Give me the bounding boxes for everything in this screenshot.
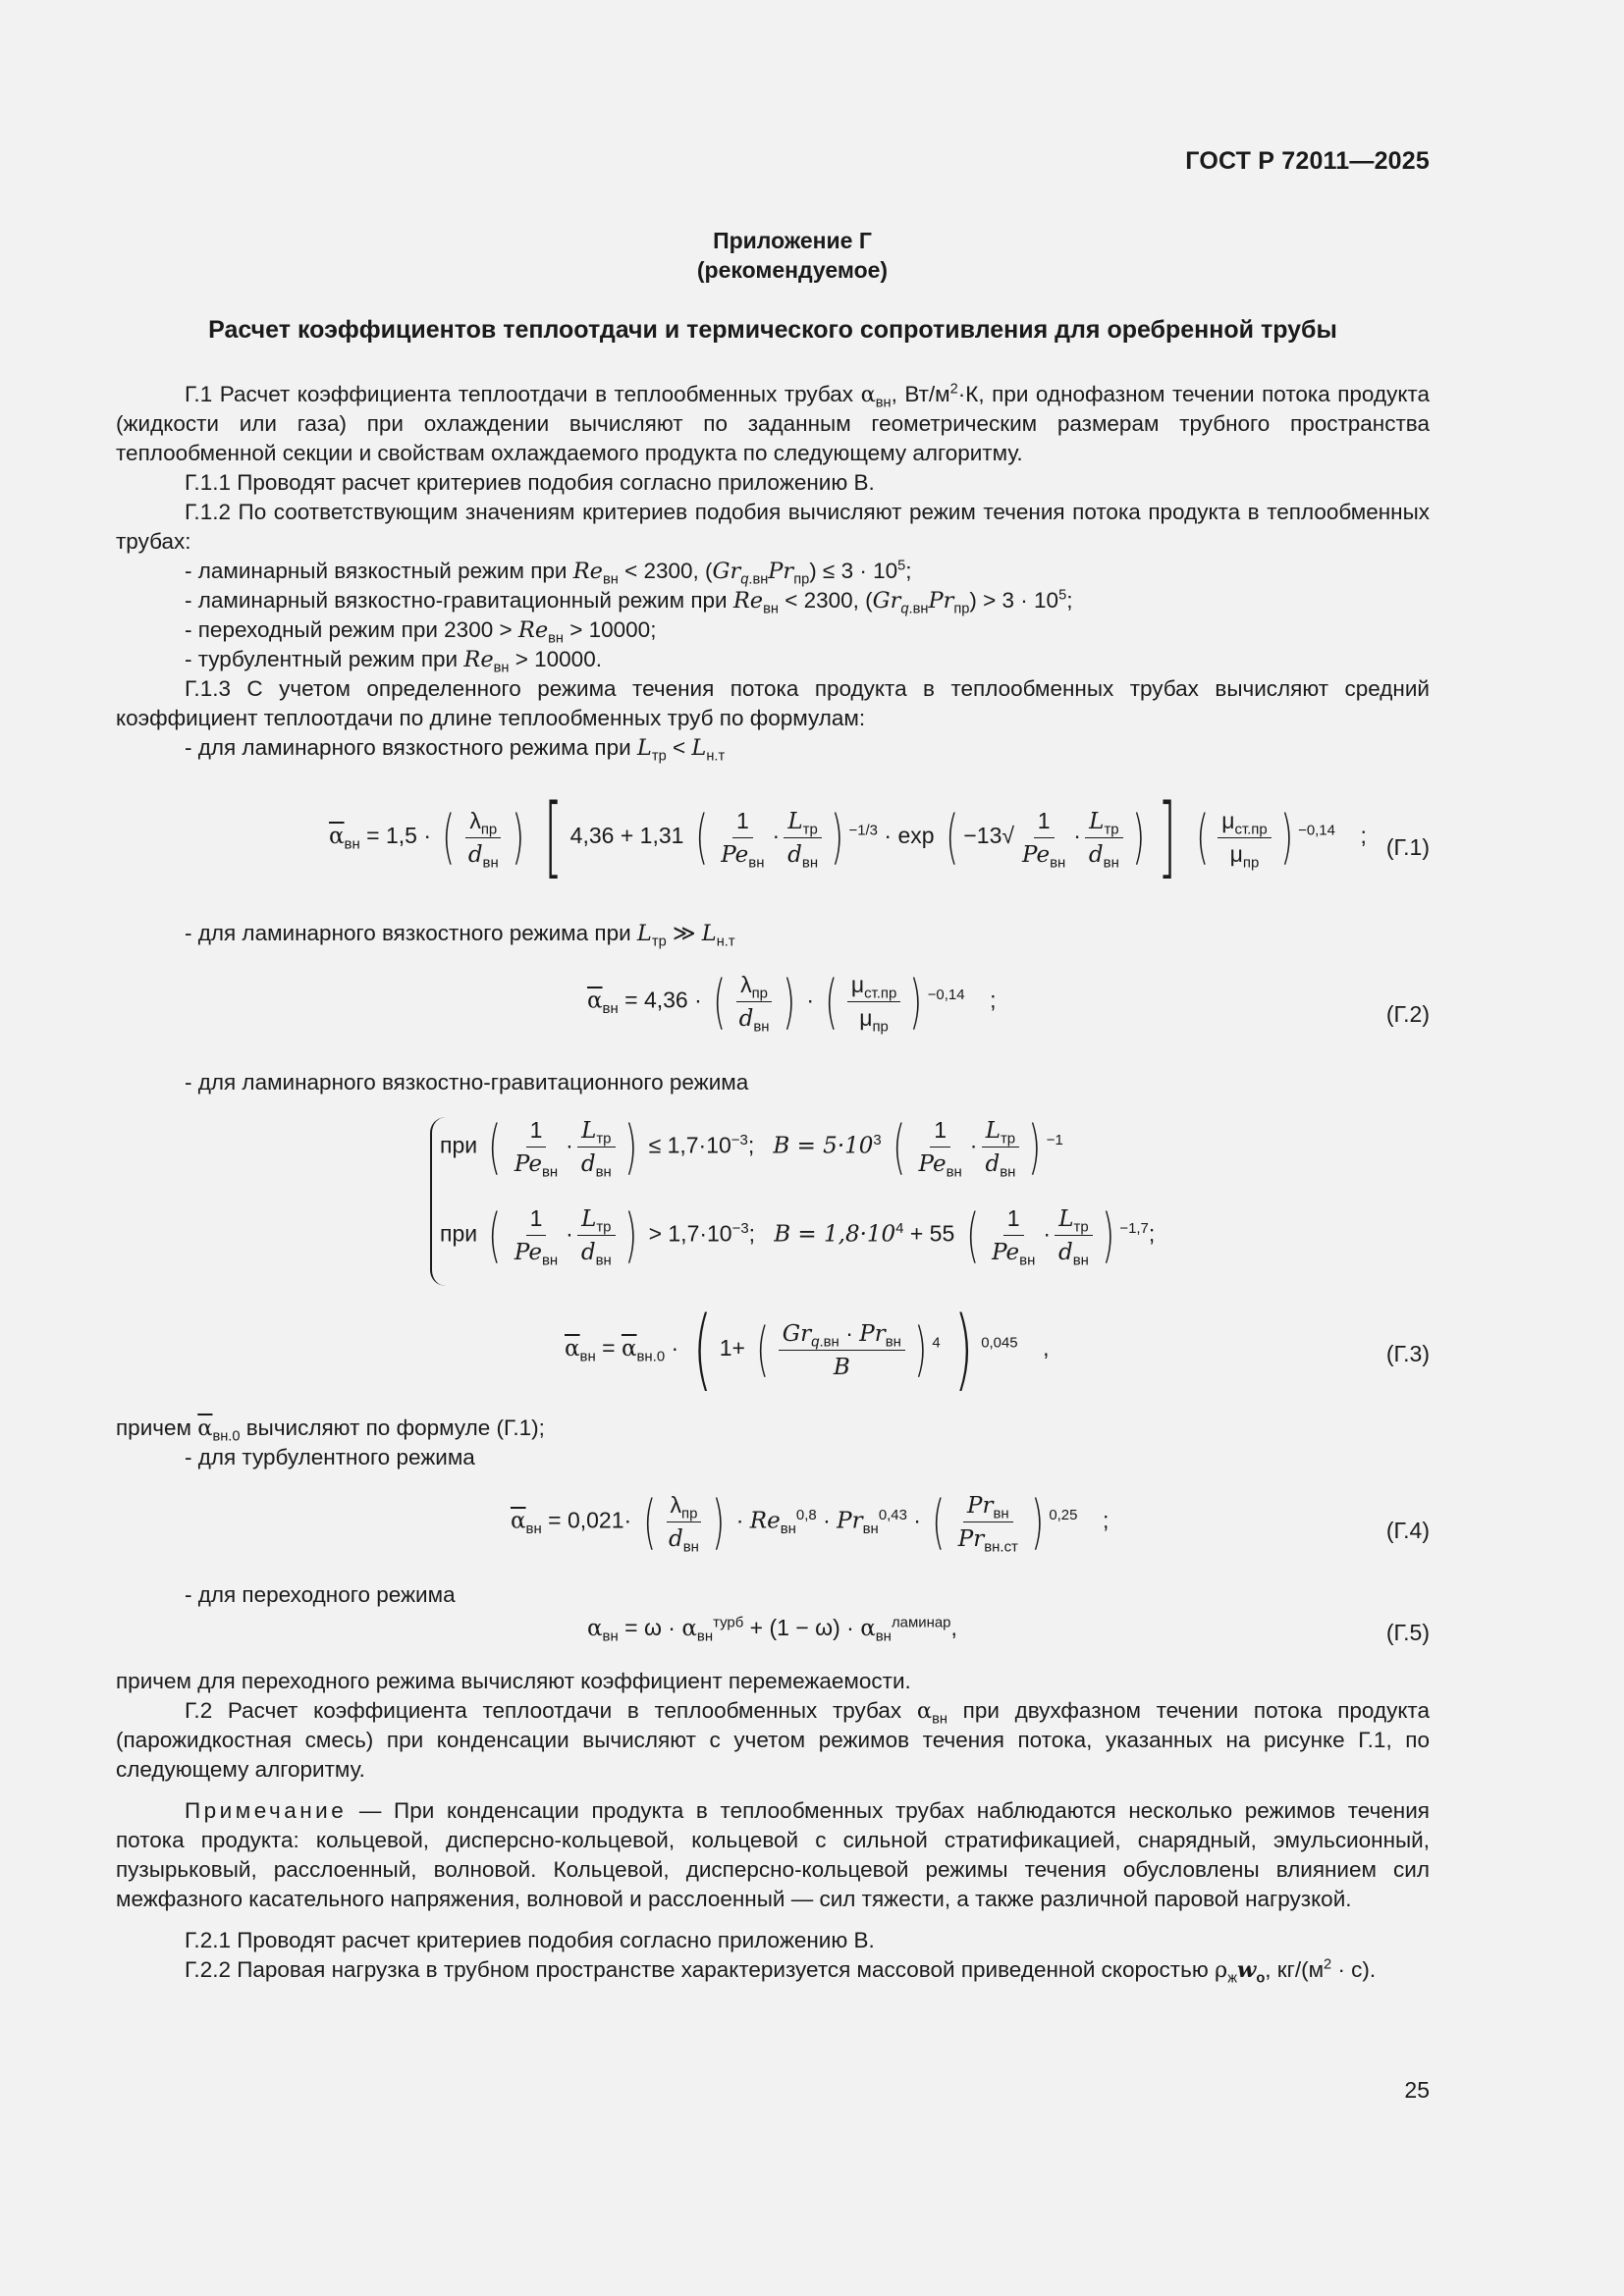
equation-number-g3: (Г.3) [1385, 1341, 1430, 1366]
equation-number-g1: (Г.1) [1385, 834, 1430, 860]
annex-heading [0, 226, 1624, 285]
formula-g3: $\overline{\alpha}_{вн} = \overline{\alpha}_{вн.0}$ · ( 1+ ( $\frac{Gr_{q.вн} \cdot Pr_{вн}}{B}$ ) $^4$ ) $^{0,045}$ , [565, 1298, 1050, 1401]
section-g2 [116, 1667, 1430, 1985]
paragraph-g22: Г.2.2 Паровая нагрузка в трубном пространстве характеризуется массовой приведенной скоростью $\rho_жw_o$, $кг/(м^2 \cdot с)$. [185, 1956, 1377, 1987]
main-title: Расчет коэффициентов теплоотдачи и термического сопротивления для оребренной трубы [208, 316, 1337, 344]
paragraph-g13: Г.1.3 С учетом определенного режима течения потока продукта в теплообменных трубах вычисляют средний коэффициент теплоотдачи по длине теплообменных труб по формулам: [116, 676, 1430, 730]
formula-g2: $\overline{\alpha}_{вн} = 4,36$ · ( $\frac{\lambda_{пр}}{d_{вн}}$ ) · ( $\frac{\mu_{ст.пр}}{\mu_{пр}}$ ) $^{-0,14}$ ; [587, 967, 997, 1037]
list-item-regime-4: - турбулентный режим при $Re_{вн} > 10000$. [185, 647, 602, 676]
paragraph-g21: Г.2.1 Проводят расчет критериев подобия согласно приложению В. [185, 1928, 875, 1952]
case-turbulent: - для турбулентного режима [185, 1445, 475, 1469]
note-paragraph: Примечание — При конденсации продукта в теплообменных трубах наблюдаются несколько режимов течения потока продукта: кольцевой, дисперсно-кольцевой, кольцевой с сильной стратификацией, снарядный, эмульсионный, пузырьковый, расслоенный, волновой. Кольцевой, дисперсно-кольцевой режимы течения обусловлены влиянием сил межфазного касательного напряжения, волновой и расслоенный — сил тяжести, а также различной паровой нагрузкой. [116, 1798, 1430, 1911]
case-laminar-viscous-gravity: - для ламинарного вязкостно-гравитационного режима [185, 1070, 749, 1095]
annex-title: Приложение Г [713, 228, 872, 253]
equation-number-g2: (Г.2) [1385, 1001, 1430, 1027]
equation-number-g5: (Г.5) [1385, 1620, 1430, 1645]
list-item-regime-1: - ламинарный вязкостный режим при $Re_{вн} < 2300$, $(Gr_{q.вн}Pr_{пр}) \le 3 \cdot 10^5$; [185, 558, 912, 588]
paragraph-g1: Г.1 Расчет коэффициента теплоотдачи в теплообменных трубах $\alpha_{вн}$, $Вт/м^2\cdot К$, при однофазном течении потока продукта (жидкости или газа) при охлаждении вычисляют по заданным геометрическим размерам трубного пространства теплообменной секции и свойствам охлаждаемого продукта по следующему алгоритму. [116, 381, 1430, 465]
paragraph-after-g5: причем для переходного режима вычисляют коэффициент перемежаемости. [116, 1669, 911, 1693]
case-laminar-viscous-short: - для ламинарного вязкостного режима при $L_{тр} < L_{н.т}$ [185, 735, 726, 765]
paragraph-g2: Г.2 Расчет коэффициента теплоотдачи в теплообменных трубах $\alpha_{вн}$ при двухфазном течении потока продукта (парожидкостная смесь) при конденсации вычисляют с учетом режимов течения потока, указанных на рисунке Г.1, по следующему алгоритму. [116, 1698, 1430, 1782]
case-laminar-viscous-long: - для ламинарного вязкостного режима при $L_{тр}$ ≫ $L_{н.т}$ [185, 921, 735, 950]
note-after-g3: причем $\overline{\alpha}_{вн.0}$ вычисляют по формуле (Г.1); - для турбулентного режима [116, 1414, 1430, 1472]
formula-g5: $\alpha_{вн} = \omega \cdot \alpha_{вн}^{турб} + (1 - \omega) \cdot \alpha_{вн}^{ламинар}$, [587, 1614, 957, 1645]
formula-g3-case-b: при ( $\frac{1}{Pe_{вн}}$ · $\frac{L_{тр}}{d_{вн}}$ ) > $1,7\cdot 10^{-3}$; $B = 1,8\cdot 10^4 + 55$ ( $\frac{1}{Pe_{вн}}$ · $\frac{L_{тр}}{d_{вн}}$ ) $^{-1,7}$; [440, 1201, 1156, 1270]
formula-g1: $\overline{\alpha}_{вн} = 1,5$ · ( $\frac{\lambda_{пр}}{d_{вн}}$ ) [ 4,36 + 1,31 ( $\frac{1}{Pe_{вн}}$ · $\frac{L_{тр}}{d_{вн}}$ ) $^{-1/3}$ · exp ( −13√ $\frac{1}{Pe_{вн}}$ · $\frac{L_{тр}}{d_{вн}}$ ) ] ( $\frac{\mu_{ст.пр}}{\mu_{пр}}$ ) $^{-0,14}$ ; [329, 785, 1367, 888]
formula-g4: $\overline{\alpha}_{вн} = 0,021\cdot$ ( $\frac{\lambda_{пр}}{d_{вн}}$ ) · $Re_{вн}^{0,8} \cdot Pr_{вн}^{0,43}$ · ( $\frac{Pr_{вн}}{Pr_{вн.ст}}$ ) $^{0,25}$ ; [511, 1487, 1110, 1557]
paragraph-g12: Г.1.2 По соответствующим значениям критериев подобия вычисляют режим течения потока продукта в теплообменных трубах: [116, 500, 1430, 554]
annex-status: (рекомендуемое) [696, 257, 889, 283]
equation-number-g4: (Г.4) [1385, 1518, 1430, 1543]
case-transition: - для переходного режима [185, 1582, 456, 1607]
section-g1 [116, 380, 1430, 763]
paragraph-g11: Г.1.1 Проводят расчет критериев подобия согласно приложению В. [185, 470, 875, 495]
list-item-regime-3: - переходный режим при $2300 > Re_{вн} > 10000$; [185, 617, 657, 647]
page-number: 25 [1404, 2077, 1430, 2103]
formula-g3-case-a: при ( $\frac{1}{Pe_{вн}}$ · $\frac{L_{тр}}{d_{вн}}$ ) ≤ $1,7\cdot 10^{-3}$; $B = 5\cdot 10^3$ ( $\frac{1}{Pe_{вн}}$ · $\frac{L_{тр}}{d_{вн}}$ ) $^{-1}$ [440, 1112, 1063, 1182]
list-item-regime-2: - ламинарный вязкостно-гравитационный режим при $Re_{вн} < 2300$, $(Gr_{q.вн}Pr_{пр}) > 3 \cdot 10^5$; [185, 587, 1073, 617]
document-code: ГОСТ Р 72011—2025 [1185, 147, 1430, 175]
